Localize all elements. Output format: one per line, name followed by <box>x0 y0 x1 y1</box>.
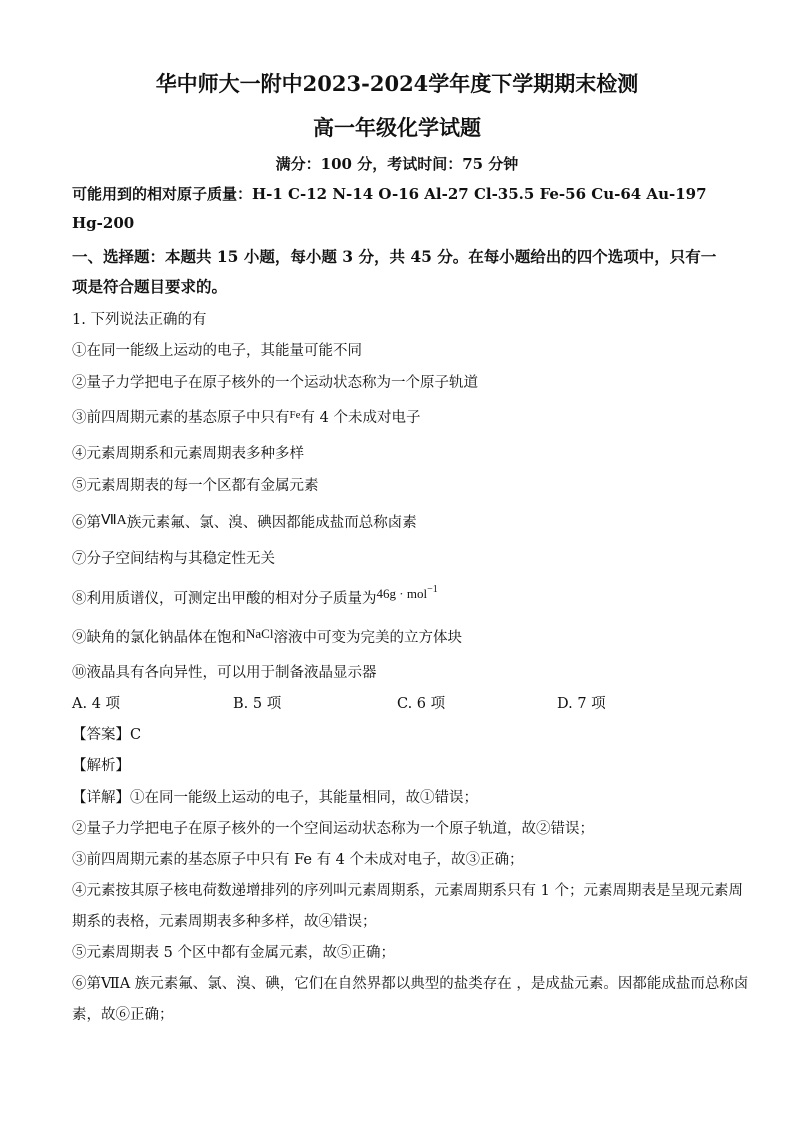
detail-5: ⑤元素周期表 5 个区中都有金属元素，故⑤正确； <box>72 945 395 961</box>
analysis-label: 【解析】 <box>72 758 130 774</box>
detail-4b: 期系的表格，元素周期表多种多样，故④错误； <box>72 914 377 930</box>
detail-3: ③前四周期元素的基态原子中只有 Fe 有 4 个未成对电子，故③正确； <box>72 852 524 868</box>
statement-7: ⑦分子空间结构与其稳定性无关 <box>72 551 275 567</box>
statement-6-post: 族元素氟、氯、溴、碘因都能成盐而总称卤素 <box>126 515 417 531</box>
statement-3 <box>72 406 732 427</box>
atomic-masses-line-2: Hg-200 <box>72 214 135 232</box>
molar-mass-exponent: −1 <box>427 584 438 595</box>
statement-9-post: 溶液中可变为完美的立方体块 <box>273 630 462 646</box>
statement-10: ⑩液晶具有各向异性，可以用于制备液晶显示器 <box>72 665 377 681</box>
statement-9 <box>72 626 732 647</box>
formula-nacl: NaCl <box>246 626 274 641</box>
molar-mass-value: 46g · mol <box>376 586 428 601</box>
atomic-masses-line-1: 可能用到的相对原子质量：H-1 C-12 N-14 O-16 Al-27 Cl-35.5 Fe-56 Cu-64 Au-197 <box>72 185 707 203</box>
exam-title: 华中师大一附中2023-2024学年度下学期期末检测 <box>155 71 639 96</box>
statement-8-pre: ⑧利用质谱仪，可测定出甲酸的相对分子质量为 <box>72 591 377 607</box>
statement-3-pre: ③前四周期元素的基态原子中只有 <box>72 410 290 426</box>
statement-3-post: 有 4 个未成对电子 <box>300 410 421 426</box>
detail-6b: 素，故⑥正确； <box>72 1007 174 1023</box>
statement-2: ②量子力学把电子在原子核外的一个运动状态称为一个原子轨道 <box>72 375 478 391</box>
section-heading-line-1: 一、选择题：本题共 15 小题，每小题 3 分，共 45 分。在每小题给出的四个选项中，只有一 <box>72 247 717 266</box>
statement-4: ④元素周期系和元素周期表多种多样 <box>72 446 304 462</box>
option-c: C. 6 项 <box>397 696 446 712</box>
answer-label: 【答案】C <box>72 727 142 743</box>
exam-subtitle: 高一年级化学试题 <box>313 115 481 140</box>
option-d: D. 7 项 <box>557 696 606 712</box>
detail-2: ②量子力学把电子在原子核外的一个空间运动状态称为一个原子轨道，故②错误； <box>72 821 594 837</box>
question-stem: 1. 下列说法正确的有 <box>72 312 207 328</box>
statement-8 <box>72 584 732 608</box>
statement-6-pre: ⑥第 <box>72 515 101 531</box>
option-a: A. 4 项 <box>72 696 121 712</box>
detail-6a: ⑥第ⅦA 族元素氟、氯、溴、碘，它们在自然界都以典型的盐类存在 ，是成盐元素。因都能成盐而总称卤 <box>72 976 749 992</box>
group-viia: ⅦA <box>101 513 127 528</box>
detail-1: 【详解】①在同一能级上运动的电子，其能量相同，故①错误； <box>72 790 478 806</box>
section-heading-line-2: 项是符合题目要求的。 <box>72 277 228 296</box>
statement-6 <box>72 511 732 532</box>
detail-4a: ④元素按其原子核电荷数递增排列的序列叫元素周期系，元素周期系只有 1 个；元素周期表是呈现元素周 <box>72 883 743 899</box>
statement-1: ①在同一能级上运动的电子，其能量可能不同 <box>72 343 362 359</box>
option-b: B. 5 项 <box>233 696 282 712</box>
exam-info: 满分：100 分，考试时间：75 分钟 <box>275 155 519 173</box>
statement-9-pre: ⑨缺角的氯化钠晶体在饱和 <box>72 630 246 646</box>
statement-5: ⑤元素周期表的每一个区都有金属元素 <box>72 478 319 494</box>
formula-fe: Fe <box>289 409 301 421</box>
